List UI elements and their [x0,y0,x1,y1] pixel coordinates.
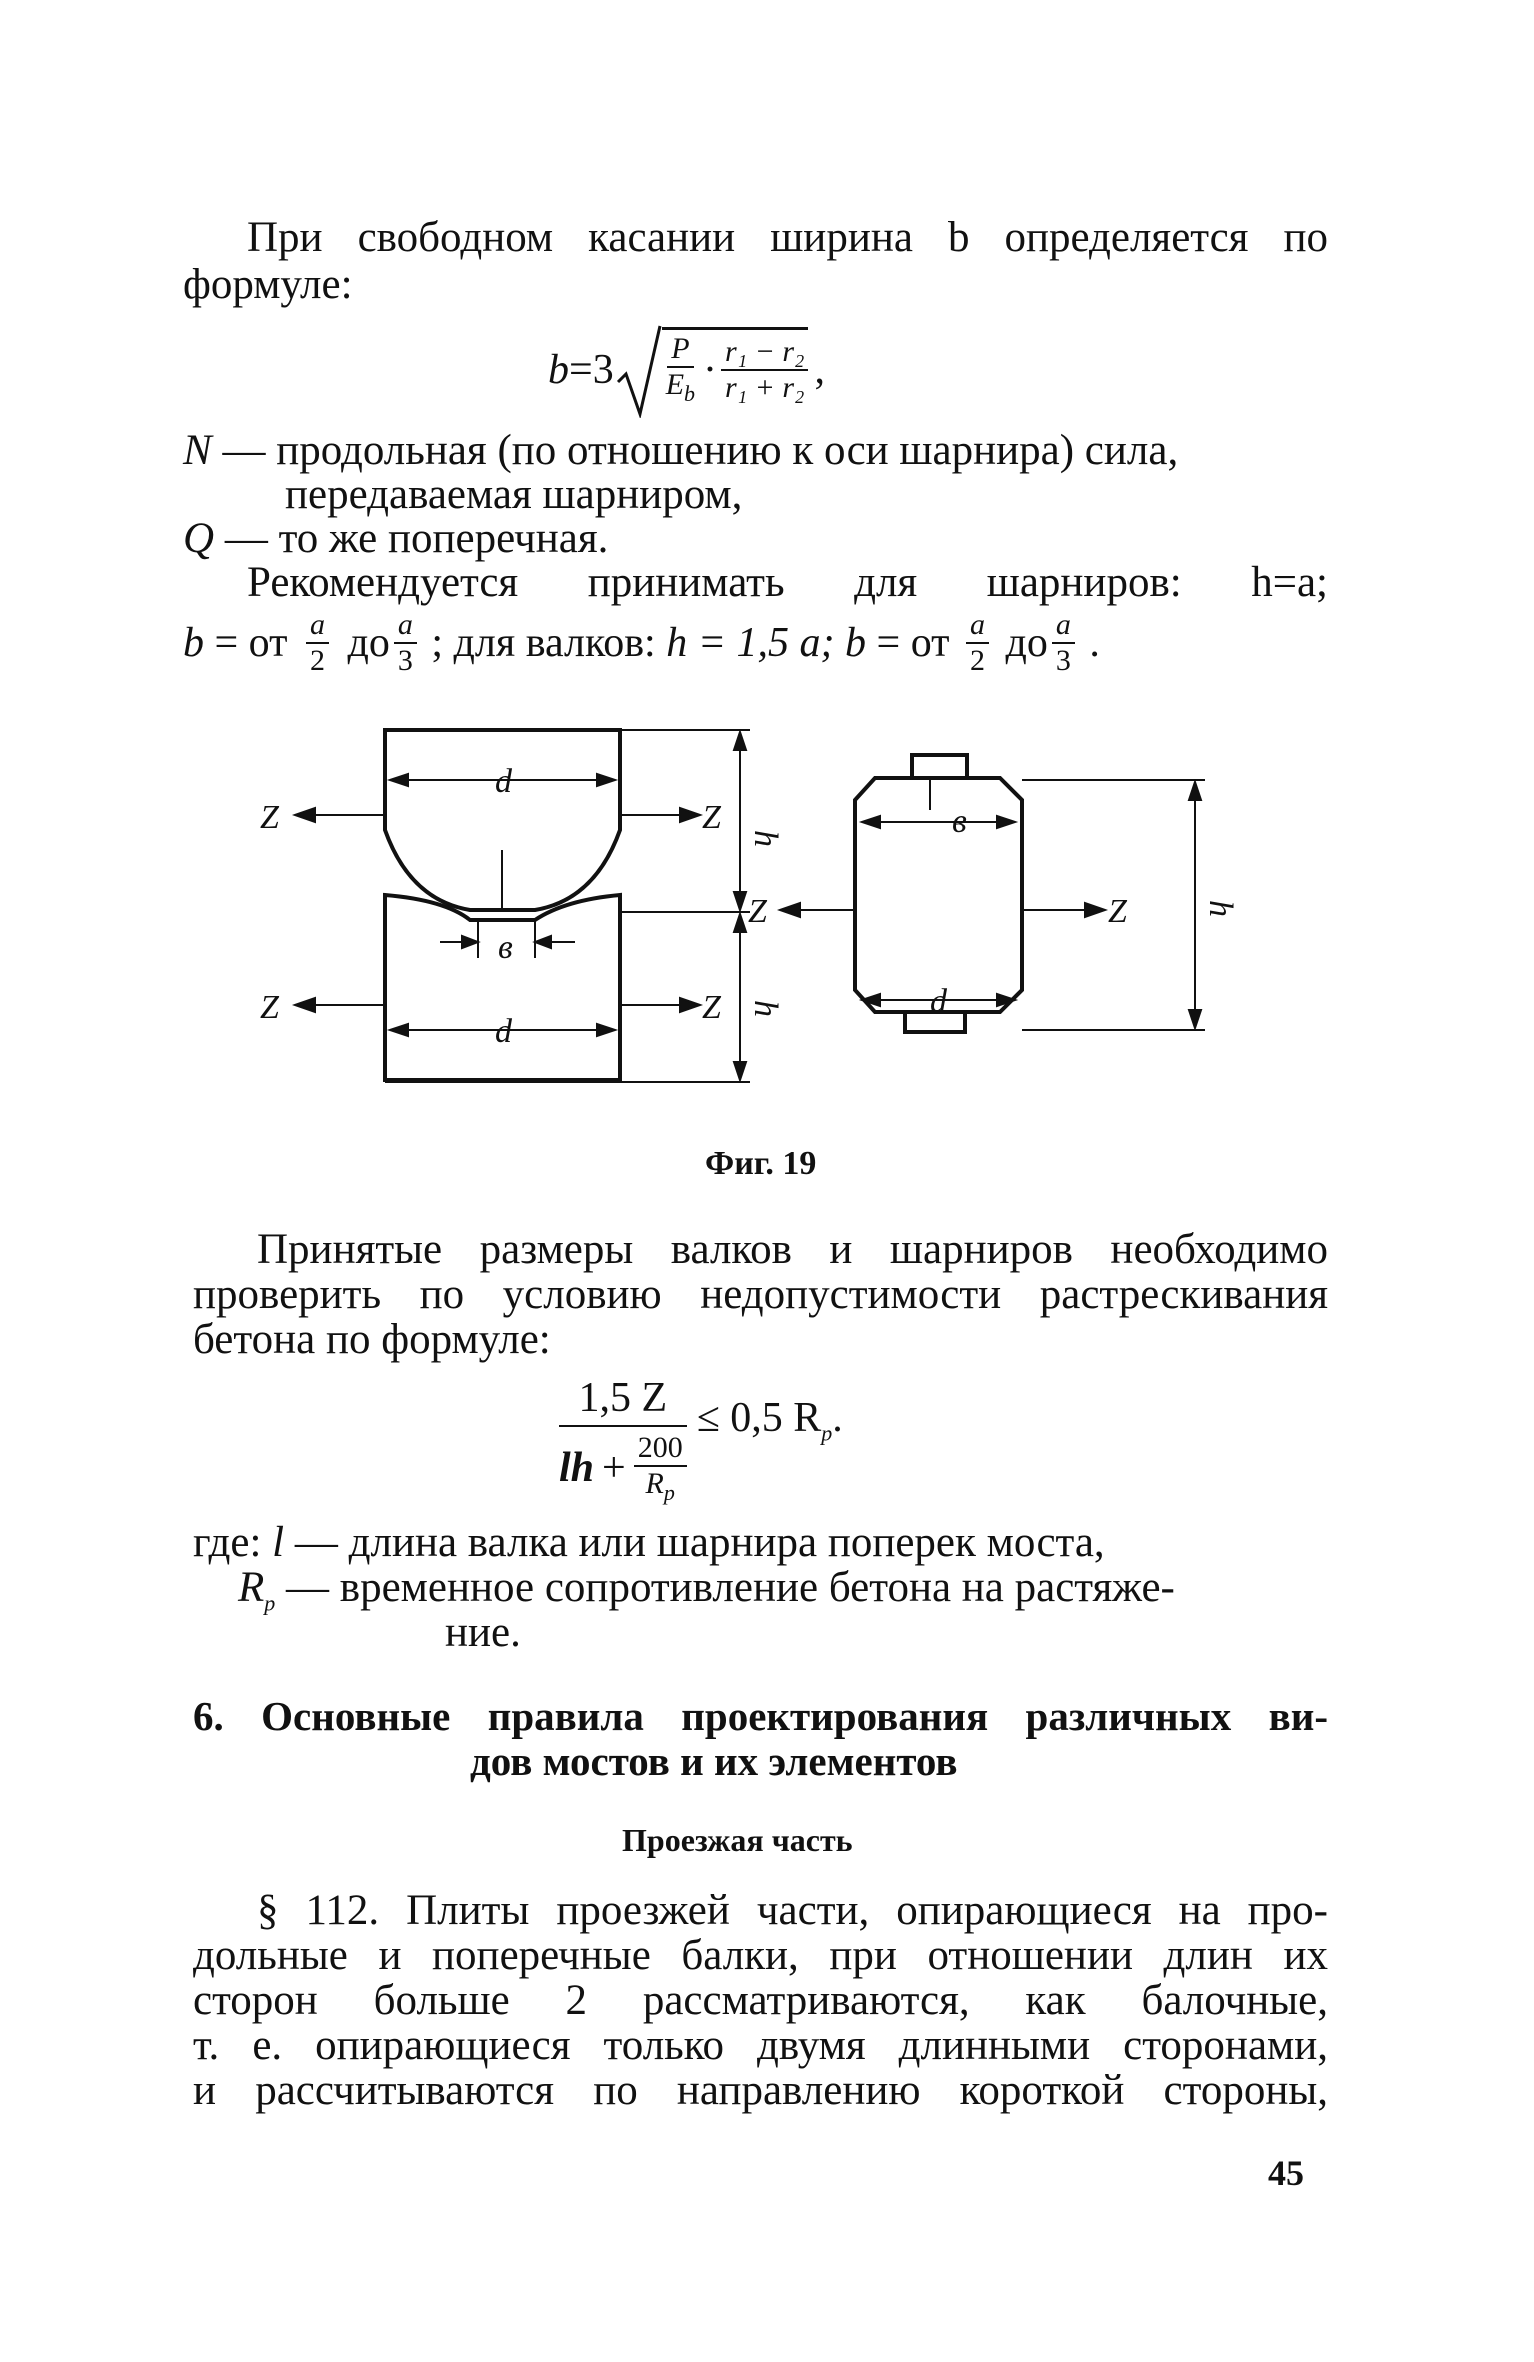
label-b-left: в [498,929,513,966]
def-n-text: — продольная (по отношению к оси шарнира) сила, [211,427,1179,474]
section-heading-line2: дов мостов и их элементов [470,1738,958,1784]
section-heading-line1: 6. Основные правила проектирования различных ви- [193,1693,1328,1739]
def-q [183,516,608,562]
inner-num: 200 [634,1433,687,1467]
frac-main [555,1374,691,1505]
sqrt-body [662,327,809,405]
label-d-top: d [495,763,512,800]
label-d-right: d [930,983,947,1020]
frac-r-num: r₁ − r₂ [721,337,808,371]
right-top-pin [912,755,967,778]
formula-b [548,320,825,420]
para3-line4: т. е. опирающиеся только двумя длинными сторонами, [193,2022,1328,2069]
sqrt-sign-icon [616,322,662,418]
inner-frac: $\frac{200}{R_p}$ [634,1433,687,1504]
def-n [183,428,1178,474]
rec-frac-a2b: $\frac{a}{2}$ [966,610,989,676]
def-r-symbol: $R_p$ [238,1564,276,1616]
rec-mid: ; для валков: [420,620,667,666]
label-z-3: Z [260,989,279,1026]
def-l [193,1520,1105,1566]
label-z-4: Z [702,989,721,1026]
rec-frac-a3b: $\frac{a}{3}$ [1052,610,1075,676]
frac-eb: $E_b$ [665,368,696,406]
rec-h: h = 1,5 a; [666,620,846,666]
frac-r-den: r₁ + r₂ [725,370,805,404]
label-b-right: в [952,803,967,840]
def-n-symbol: N [183,427,212,474]
rec-frac-a2: $\frac{a}{2}$ [306,610,329,676]
label-h-top: h [747,830,784,847]
def-r-cont: ние. [445,1609,521,1656]
formula-check [555,1370,843,1510]
def-r [238,1565,1175,1627]
rec-b2: b [845,620,867,666]
def-l-text: — длина валка или шарнира поперек моста, [284,1519,1105,1566]
label-d-bottom: d [495,1013,512,1050]
para3-line3: сторон больше 2 рассматриваются, как балочные, [193,1977,1328,2024]
label-z-5: Z [748,893,767,930]
formula-b-tail: , [814,347,825,393]
page-number: 45 [1268,2153,1304,2193]
para3-line5: и рассчитываются по направлению короткой стороны, [193,2067,1328,2114]
frac-main-num: 1,5 Z [578,1374,668,1421]
label-h-bottom: h [747,1000,784,1017]
para1-line2: формуле: [183,261,353,308]
label-z-1: Z [260,799,279,836]
formula-b-dot: · [703,346,718,393]
figure-caption: Фиг. 19 [705,1145,817,1182]
rec-do: до [337,620,390,666]
formula-check-rel: ≤ 0,5 $R_p$. [696,1394,843,1446]
para3-line2: дольные и поперечные балки, при отношении длин их [193,1932,1328,1979]
para2-line2: проверить по условию недопустимости растрескивания [193,1271,1328,1318]
label-h-right: h [1202,900,1239,917]
rec-end: . [1078,620,1100,666]
left-lower-block [385,895,620,1080]
right-hinge-block [855,778,1022,1012]
rec-eq-ot2: = от [866,620,961,666]
para2-line3: бетона по формуле: [193,1316,551,1363]
rec-eq-ot: = от [204,620,298,666]
label-z-6: Z [1108,893,1127,930]
formula-b-lhs: b [548,347,569,393]
def-where: где: [193,1519,273,1566]
para3-line1: § 112. Плиты проезжей части, опирающиеся на про- [257,1887,1328,1934]
para2-line1: Принятые размеры валков и шарниров необходимо [257,1226,1328,1273]
den-lh: lh [559,1445,595,1491]
inner-den: R [645,1466,664,1500]
den-plus: + [602,1445,626,1491]
def-q-symbol: Q [183,515,215,562]
def-q-text: — то же поперечная. [214,515,609,562]
para1-line1: При свободном касании ширина b определяется по [247,214,1328,261]
subheading: Проезжая часть [622,1822,853,1858]
figure-19 [240,700,1260,1120]
def-r-text: — временное сопротивление бетона на растяже- [275,1564,1175,1611]
recommend-line1: Рекомендуется принимать для шарниров: h=a; [247,559,1328,606]
frac-p: P [667,334,693,368]
rec-do2: до [995,620,1048,666]
recommend-line2 [183,608,1100,678]
rec-frac-a3: $\frac{a}{3}$ [394,610,417,676]
rec-b: b [183,620,204,666]
formula-b-coef: 3 [592,347,614,393]
label-z-2: Z [702,799,721,836]
def-n-cont: передаваемая шарниром, [285,471,743,518]
def-l-symbol: l [272,1519,285,1566]
formula-b-eq: = [569,347,593,393]
